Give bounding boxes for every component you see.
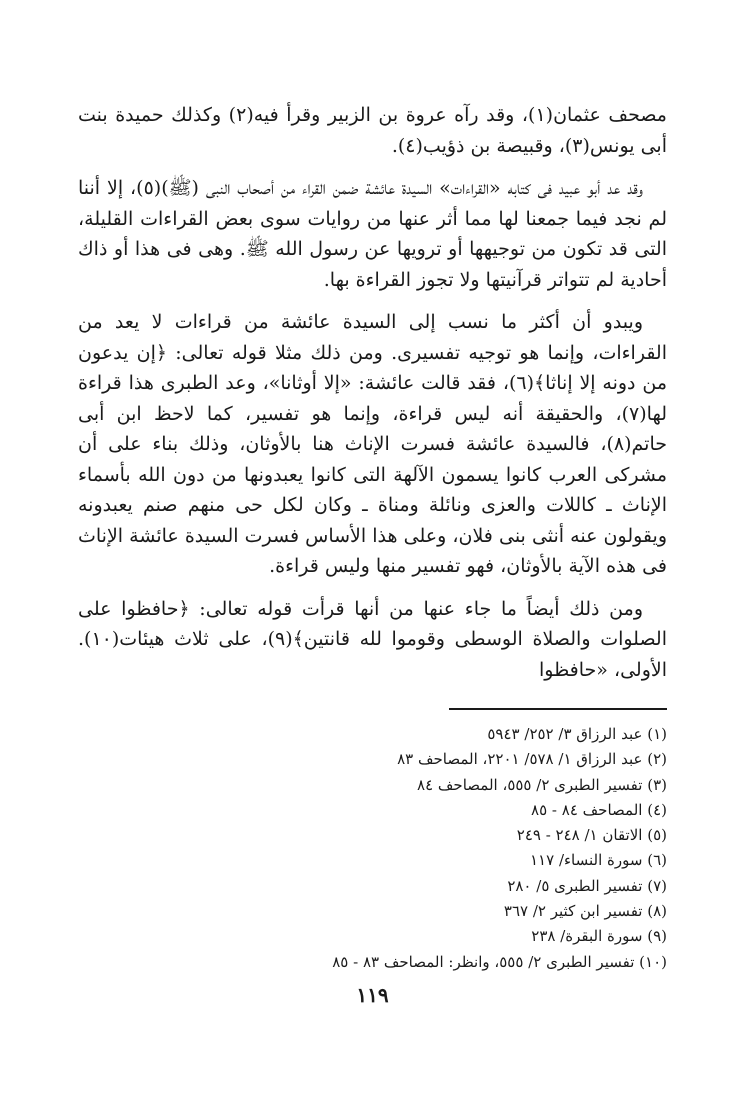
paragraph: ويبدو أن أكثر ما نسب إلى السيدة عائشة من قراءات لا يعد من القراءات، وإنما هو توجيه تفسيرى. ومن ذلك مثلا قوله تعالى: ﴿إن يدعون من دونه إلا إناثا﴾(٦)، فقد قالت عائشة: «إلا أوثانا»، وعد الطبرى هذا قراءة لها(٧)، والحقيقة أنه ليس قراءة، وإنما هو تفسير، كما لاحظ ابن أبى حاتم(٨)، فالسيدة عائشة فسرت الإناث هنا بالأوثان، وذلك بناء على أن مشركى العرب كانوا يسمون الآلهة التى كانوا يعبدونها من دون الله بأسماء الإناث ـ كاللات والعزى ونائلة ومناة ـ وكان لكل حى منهم صنم يعبدونه ويقولون عنه أنثى بنى فلان، وعلى هذا الأساس فسرت السيدة عائشة الإناث فى هذه الآية بالأوثان، فهو تفسير منها وليس قراءة.: [78, 311, 667, 577]
footnote: (٦) سورة النساء/ ١١٧: [530, 851, 667, 870]
footnote: (١٠) تفسير الطبرى ٢/ ٥٥٥، وانظر: المصاحف ٨٣ - ٨٥: [332, 952, 667, 971]
footnote: (٩) سورة البقرة/ ٢٣٨: [531, 927, 667, 946]
footnote: (٣) تفسير الطبرى ٢/ ٥٥٥، المصاحف ٨٤: [417, 775, 667, 794]
footnote: (٥) الاتقان ١/ ٢٤٨ - ٢٤٩: [516, 826, 667, 845]
paragraph: ومن ذلك أيضاً ما جاء عنها من أنها قرأت قوله تعالى: ﴿حافظوا على الصلوات والصلاة الوسطى وقوموا لله قانتين﴾(٩)، على ثلاث هيئات(١٠). الأولى، «حافظوا: [78, 597, 668, 681]
footnote-divider: [449, 708, 667, 710]
footnote: (٨) تفسير ابن كثير ٢/ ٣٦٧: [503, 902, 667, 921]
footnote: (١) عبد الرزاق ٣/ ٢٥٢/ ٥٩٤٣: [487, 725, 667, 743]
footnote: (٧) تفسير الطبرى ٥/ ٢٨٠: [507, 876, 667, 895]
footnote: (٢) عبد الرزاق ١/ ٥٧٨/ ٢٢٠١، المصاحف ٨٣: [397, 750, 667, 769]
page-number: ١١٩: [356, 983, 389, 1007]
paragraph: وقد عد أبو عبيد فى كتابه «القراءات» السيدة عائشة ضمن القراء من أصحاب النبى (ﷺ)(٥)، إلا أننا لم نجد فيما جمعنا لها مما أثر عنها من روايات سوى بعض القراءات القليلة، التى قد تكون من توجيهها أو ترويها عن رسول الله ﷺ. وهى فى هذا أو ذاك أحادية لم تتواتر قرآنيتها ولا تجوز القراءة بها.: [78, 177, 667, 291]
footnotes-list: [78, 722, 667, 975]
footnote: (٤) المصاحف ٨٤ - ٨٥: [531, 800, 667, 819]
body-text: [78, 100, 667, 697]
paragraph: مصحف عثمان(١)، وقد رآه عروة بن الزبير وقرأ فيه(٢) وكذلك حميدة بنت أبى يونس(٣)، وقبيصة بن ذؤيب(٤).: [78, 104, 667, 157]
